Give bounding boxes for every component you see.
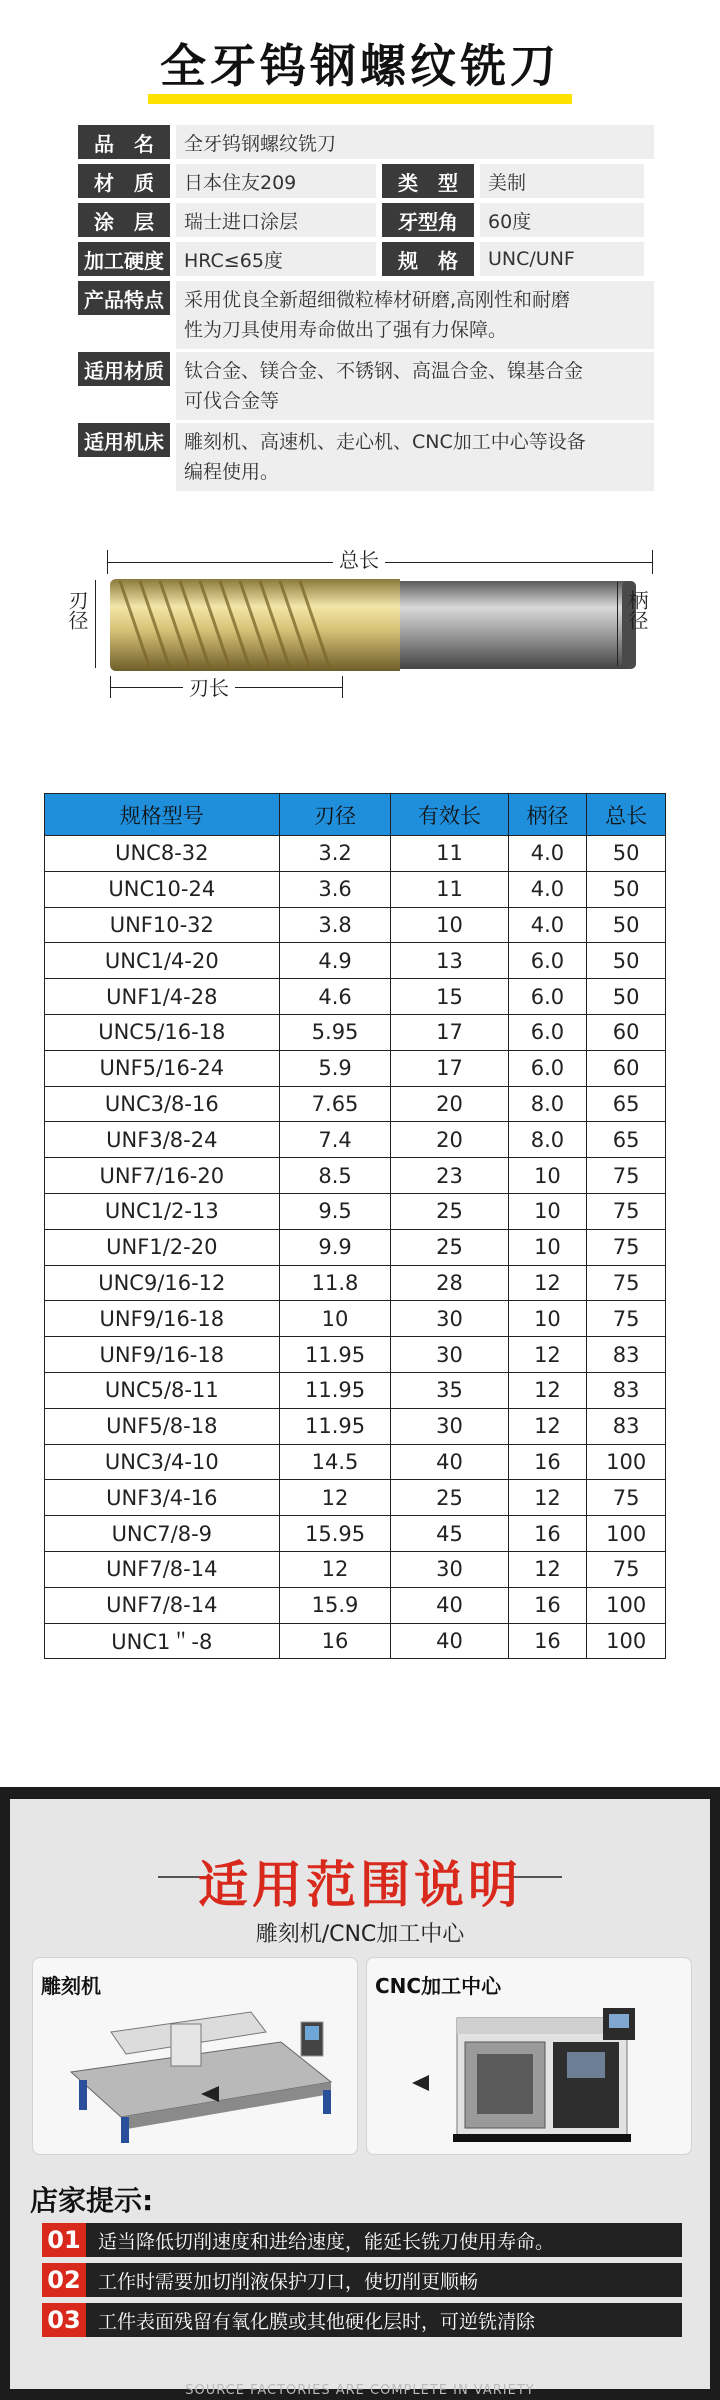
table-header-row bbox=[45, 794, 666, 836]
column-header: 有效长 bbox=[391, 794, 508, 836]
table-cell: 4.6 bbox=[279, 979, 391, 1015]
cnc-center-image bbox=[407, 1998, 677, 2148]
table-cell: 14.5 bbox=[279, 1444, 391, 1480]
table-row bbox=[45, 1516, 666, 1552]
table-cell: 11.95 bbox=[279, 1372, 391, 1408]
table-cell: UNC5/8-11 bbox=[45, 1372, 280, 1408]
table-cell: 6.0 bbox=[508, 979, 587, 1015]
table-row bbox=[45, 979, 666, 1015]
table-row bbox=[45, 1551, 666, 1587]
table-cell: UNF9/16-18 bbox=[45, 1337, 280, 1373]
table-row bbox=[45, 871, 666, 907]
table-cell: 11.8 bbox=[279, 1265, 391, 1301]
table-cell: UNC7/8-9 bbox=[45, 1516, 280, 1552]
table-cell: 4.0 bbox=[508, 871, 587, 907]
card-label: 雕刻机 bbox=[41, 1974, 101, 1998]
spec-line: 雕刻机、高速机、走心机、CNC加工中心等设备 bbox=[184, 431, 586, 453]
spec-row-machines bbox=[78, 423, 654, 491]
table-cell: 23 bbox=[391, 1158, 508, 1194]
table-row bbox=[45, 1265, 666, 1301]
table-cell: 30 bbox=[391, 1408, 508, 1444]
spec-value bbox=[176, 281, 654, 349]
spec-value: HRC≤65度 bbox=[176, 242, 376, 276]
table-cell: 15.95 bbox=[279, 1516, 391, 1552]
table-row bbox=[45, 1086, 666, 1122]
table-row bbox=[45, 1372, 666, 1408]
table-cell: 12 bbox=[279, 1551, 391, 1587]
table-cell: UNF9/16-18 bbox=[45, 1301, 280, 1337]
table-cell: 12 bbox=[508, 1480, 587, 1516]
table-cell: 75 bbox=[587, 1229, 666, 1265]
table-cell: 11 bbox=[391, 871, 508, 907]
shank-diameter-line bbox=[617, 582, 618, 666]
table-cell: 100 bbox=[587, 1444, 666, 1480]
table-cell: 5.95 bbox=[279, 1014, 391, 1050]
table-cell: 83 bbox=[587, 1372, 666, 1408]
table-cell: 6.0 bbox=[508, 943, 587, 979]
table-cell: 16 bbox=[508, 1587, 587, 1623]
blade-length-tick-left bbox=[110, 676, 111, 698]
table-cell: UNC1＂-8 bbox=[45, 1623, 280, 1659]
table-cell: 75 bbox=[587, 1301, 666, 1337]
table-cell: UNF1/2-20 bbox=[45, 1229, 280, 1265]
table-cell: 5.9 bbox=[279, 1050, 391, 1086]
table-cell: UNF3/8-24 bbox=[45, 1122, 280, 1158]
table-cell: UNC1/2-13 bbox=[45, 1193, 280, 1229]
table-cell: 100 bbox=[587, 1587, 666, 1623]
table-cell: 10 bbox=[279, 1301, 391, 1337]
tip-item bbox=[42, 2263, 682, 2297]
table-cell: 12 bbox=[508, 1265, 587, 1301]
table-cell: 3.2 bbox=[279, 836, 391, 872]
table-cell: UNF5/16-24 bbox=[45, 1050, 280, 1086]
tip-item bbox=[42, 2303, 682, 2337]
spec-label: 适用机床 bbox=[78, 423, 170, 457]
table-cell: 9.9 bbox=[279, 1229, 391, 1265]
table-cell: UNC5/16-18 bbox=[45, 1014, 280, 1050]
spec-label: 适用材质 bbox=[78, 352, 170, 386]
table-cell: 75 bbox=[587, 1265, 666, 1301]
table-cell: 16 bbox=[508, 1623, 587, 1659]
tool-diagram bbox=[55, 540, 655, 710]
table-cell: 15.9 bbox=[279, 1587, 391, 1623]
table-cell: 45 bbox=[391, 1516, 508, 1552]
table-body bbox=[45, 836, 666, 1659]
table-row bbox=[45, 1587, 666, 1623]
table-row bbox=[45, 943, 666, 979]
column-header: 总长 bbox=[587, 794, 666, 836]
spec-label: 品 名 bbox=[78, 125, 170, 159]
size-table bbox=[44, 793, 666, 1659]
table-cell: 12 bbox=[508, 1551, 587, 1587]
tips-title: 店家提示: bbox=[30, 2184, 154, 2217]
table-cell: 9.5 bbox=[279, 1193, 391, 1229]
table-cell: 65 bbox=[587, 1086, 666, 1122]
table-cell: UNF7/8-14 bbox=[45, 1551, 280, 1587]
table-cell: 83 bbox=[587, 1408, 666, 1444]
table-cell: 8.5 bbox=[279, 1158, 391, 1194]
table-cell: 75 bbox=[587, 1193, 666, 1229]
total-length-tick-left bbox=[107, 550, 108, 574]
end-mill-drawing bbox=[110, 575, 650, 675]
table-row bbox=[45, 1623, 666, 1659]
total-length-tick-right bbox=[652, 550, 653, 574]
spec-line: 钛合金、镁合金、不锈钢、高温合金、镍基合金 bbox=[184, 360, 584, 382]
table-cell: 75 bbox=[587, 1551, 666, 1587]
usage-subtitle: 雕刻机/CNC加工中心 bbox=[255, 1922, 465, 1947]
spec-label: 产品特点 bbox=[78, 281, 170, 315]
blade-diameter-label bbox=[65, 590, 87, 630]
spec-row-materials bbox=[78, 352, 654, 420]
table-row bbox=[45, 1480, 666, 1516]
table-cell: 13 bbox=[391, 943, 508, 979]
spec-value bbox=[176, 423, 654, 491]
table-cell: UNF1/4-28 bbox=[45, 979, 280, 1015]
tip-number: 02 bbox=[42, 2263, 86, 2297]
table-row bbox=[45, 1229, 666, 1265]
table-cell: 20 bbox=[391, 1086, 508, 1122]
spec-row-coating bbox=[78, 203, 644, 237]
table-cell: 16 bbox=[508, 1444, 587, 1480]
table-cell: 3.8 bbox=[279, 907, 391, 943]
blade-diameter-line bbox=[95, 580, 96, 668]
tip-number: 03 bbox=[42, 2303, 86, 2337]
header bbox=[0, 0, 720, 120]
shank-diameter-text: 柄径 bbox=[625, 590, 649, 630]
table-cell: UNC1/4-20 bbox=[45, 943, 280, 979]
table-cell: 10 bbox=[391, 907, 508, 943]
table-cell: 40 bbox=[391, 1623, 508, 1659]
tip-item bbox=[42, 2223, 682, 2257]
table-cell: 8.0 bbox=[508, 1122, 587, 1158]
blade-diameter-text: 刃径 bbox=[65, 590, 89, 630]
footer-slogan: SOURCE FACTORIES ARE COMPLETE IN VARIETY bbox=[185, 2383, 535, 2398]
engraving-machine-card bbox=[32, 1957, 358, 2155]
table-cell: 15 bbox=[391, 979, 508, 1015]
spec-line: 采用优良全新超细微粒棒材研磨,高刚性和耐磨 bbox=[184, 289, 571, 311]
table-cell: 10 bbox=[508, 1193, 587, 1229]
spec-label: 牙型角 bbox=[382, 203, 474, 237]
table-cell: 100 bbox=[587, 1623, 666, 1659]
spec-value: UNC/UNF bbox=[480, 242, 644, 276]
spec-row-hardness bbox=[78, 242, 644, 276]
usage-panel bbox=[10, 1799, 710, 2389]
cnc-center-card bbox=[366, 1957, 692, 2155]
spec-value: 60度 bbox=[480, 203, 644, 237]
table-cell: UNF7/8-14 bbox=[45, 1587, 280, 1623]
table-header bbox=[45, 794, 666, 836]
table-cell: UNC3/8-16 bbox=[45, 1086, 280, 1122]
tip-text: 适当降低切削速度和进给速度，能延长铣刀使用寿命。 bbox=[98, 2230, 555, 2253]
table-cell: 7.65 bbox=[279, 1086, 391, 1122]
table-cell: 50 bbox=[587, 943, 666, 979]
usage-section bbox=[0, 1787, 720, 2400]
table-cell: 60 bbox=[587, 1050, 666, 1086]
table-cell: 35 bbox=[391, 1372, 508, 1408]
spec-value: 美制 bbox=[480, 164, 644, 198]
blade-length-tick-right bbox=[342, 676, 343, 698]
table-cell: 12 bbox=[508, 1337, 587, 1373]
table-cell: UNF5/8-18 bbox=[45, 1408, 280, 1444]
table-cell: 100 bbox=[587, 1516, 666, 1552]
table-cell: 40 bbox=[391, 1587, 508, 1623]
spec-label: 加工硬度 bbox=[78, 242, 170, 276]
table-row bbox=[45, 1193, 666, 1229]
table-cell: 10 bbox=[508, 1301, 587, 1337]
table-cell: 28 bbox=[391, 1265, 508, 1301]
table-cell: 30 bbox=[391, 1301, 508, 1337]
spec-label: 类 型 bbox=[382, 164, 474, 198]
engraving-machine-image bbox=[51, 2002, 341, 2147]
table-cell: 17 bbox=[391, 1014, 508, 1050]
table-cell: 17 bbox=[391, 1050, 508, 1086]
table-cell: 20 bbox=[391, 1122, 508, 1158]
spec-row-feature bbox=[78, 281, 654, 349]
card-label: CNC加工中心 bbox=[375, 1974, 502, 1998]
table-cell: UNC8-32 bbox=[45, 836, 280, 872]
table-cell: UNC10-24 bbox=[45, 871, 280, 907]
column-header: 柄径 bbox=[508, 794, 587, 836]
table-cell: 7.4 bbox=[279, 1122, 391, 1158]
table-cell: UNC9/16-12 bbox=[45, 1265, 280, 1301]
table-cell: 60 bbox=[587, 1014, 666, 1050]
table-cell: 30 bbox=[391, 1551, 508, 1587]
spec-value bbox=[176, 352, 654, 420]
table-cell: 8.0 bbox=[508, 1086, 587, 1122]
table-cell: 11.95 bbox=[279, 1337, 391, 1373]
table-cell: 11 bbox=[391, 836, 508, 872]
spec-row-material bbox=[78, 164, 644, 198]
table-cell: UNC3/4-10 bbox=[45, 1444, 280, 1480]
table-cell: 50 bbox=[587, 979, 666, 1015]
spec-line: 性为刀具使用寿命做出了强有力保障。 bbox=[184, 319, 508, 341]
column-header: 刃径 bbox=[279, 794, 391, 836]
spec-value: 瑞士进口涂层 bbox=[176, 203, 376, 237]
table-row bbox=[45, 907, 666, 943]
table-cell: 40 bbox=[391, 1444, 508, 1480]
tip-text: 工作时需要加切削液保护刀口，使切削更顺畅 bbox=[98, 2270, 479, 2293]
blade-length-label: 刃长 bbox=[183, 672, 235, 701]
table-cell: 4.0 bbox=[508, 836, 587, 872]
table-cell: 10 bbox=[508, 1158, 587, 1194]
column-header: 规格型号 bbox=[45, 794, 280, 836]
table-cell: 75 bbox=[587, 1480, 666, 1516]
table-row bbox=[45, 1337, 666, 1373]
tip-number: 01 bbox=[42, 2223, 86, 2257]
table-cell: 50 bbox=[587, 907, 666, 943]
table-row bbox=[45, 1050, 666, 1086]
table-row bbox=[45, 1444, 666, 1480]
table-row bbox=[45, 1158, 666, 1194]
spec-line: 可伐合金等 bbox=[184, 390, 280, 412]
table-cell: 30 bbox=[391, 1337, 508, 1373]
table-cell: UNF10-32 bbox=[45, 907, 280, 943]
table-cell: 11.95 bbox=[279, 1408, 391, 1444]
table-cell: 83 bbox=[587, 1337, 666, 1373]
usage-title: 适用范围说明 bbox=[198, 1856, 522, 1914]
table-cell: 50 bbox=[587, 836, 666, 872]
spec-label: 涂 层 bbox=[78, 203, 170, 237]
spec-row-name bbox=[78, 125, 654, 159]
spec-line: 编程使用。 bbox=[184, 461, 280, 483]
page-title: 全牙钨钢螺纹铣刀 bbox=[160, 39, 560, 93]
tip-text: 工件表面残留有氧化膜或其他硬化层时，可逆铣清除 bbox=[98, 2310, 536, 2333]
shank-diameter-label bbox=[623, 590, 649, 630]
title-underline bbox=[148, 94, 572, 104]
table-cell: 6.0 bbox=[508, 1050, 587, 1086]
table-cell: 16 bbox=[508, 1516, 587, 1552]
table-cell: 4.9 bbox=[279, 943, 391, 979]
table-cell: 65 bbox=[587, 1122, 666, 1158]
table-cell: 4.0 bbox=[508, 907, 587, 943]
table-row bbox=[45, 1122, 666, 1158]
table-cell: UNF7/16-20 bbox=[45, 1158, 280, 1194]
table-row bbox=[45, 1301, 666, 1337]
table-row bbox=[45, 1014, 666, 1050]
table-cell: 3.6 bbox=[279, 871, 391, 907]
table-row bbox=[45, 1408, 666, 1444]
table-cell: 25 bbox=[391, 1229, 508, 1265]
spec-value: 全牙钨钢螺纹铣刀 bbox=[176, 125, 654, 159]
table-cell: 12 bbox=[279, 1480, 391, 1516]
table-cell: 16 bbox=[279, 1623, 391, 1659]
table-cell: 6.0 bbox=[508, 1014, 587, 1050]
table-cell: 10 bbox=[508, 1229, 587, 1265]
table-cell: 75 bbox=[587, 1158, 666, 1194]
table-cell: 25 bbox=[391, 1480, 508, 1516]
table-cell: 12 bbox=[508, 1408, 587, 1444]
table-cell: 25 bbox=[391, 1193, 508, 1229]
spec-value: 日本住友209 bbox=[176, 164, 376, 198]
table-cell: 50 bbox=[587, 871, 666, 907]
table-cell: UNF3/4-16 bbox=[45, 1480, 280, 1516]
table-row bbox=[45, 836, 666, 872]
table-cell: 12 bbox=[508, 1372, 587, 1408]
spec-label: 材 质 bbox=[78, 164, 170, 198]
spec-label: 规 格 bbox=[382, 242, 474, 276]
total-length-label: 总长 bbox=[333, 544, 385, 573]
